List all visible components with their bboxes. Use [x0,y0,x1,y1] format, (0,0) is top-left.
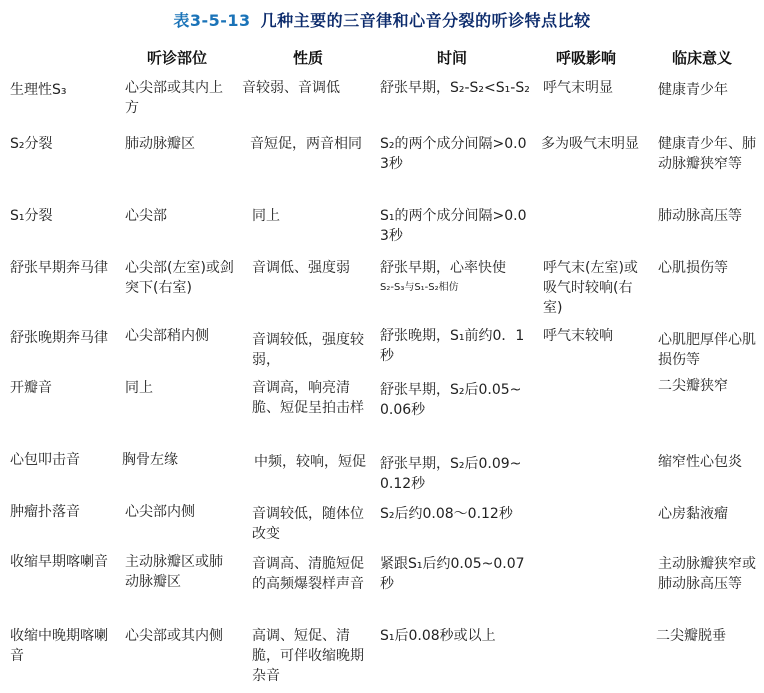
row-3-time: S₁的两个成分间隔>0.03秒 [380,208,527,244]
row-9-location: 主动脉瓣区或肺动脉瓣区 [125,554,223,590]
row-8-nature: 音调较低，随体位改变 [252,506,364,542]
row-7-location: 胸骨左缘 [122,452,178,468]
row-8-clinical: 心房黏液瘤 [658,506,728,522]
row-2-time: S₂的两个成分间隔>0.03秒 [380,136,527,172]
row-3-name: S₁分裂 [10,208,53,224]
row-1-clinical: 健康青少年 [658,82,728,98]
table-title [0,8,764,31]
row-4-breathing: 呼气末(左室)或吸气时较响(右室) [543,260,638,316]
row-9-nature: 音调高、清脆短促的高频爆裂样声音 [252,556,364,592]
row-4-nature: 音调低、强度弱 [252,260,350,276]
row-7-nature: 中频，较响，短促 [254,454,366,470]
row-9-name: 收缩早期喀喇音 [10,554,108,570]
table-number: 表3-5-13 [173,11,251,30]
row-4-time [380,258,530,298]
row-3-location: 心尖部 [125,208,167,224]
row-10-nature: 高调、短促、清脆，可伴收缩晚期杂音 [252,628,364,684]
row-5-name: 舒张晚期奔马律 [10,330,108,346]
row-10-clinical: 二尖瓣脱垂 [656,628,726,644]
row-7-name: 心包叩击音 [10,452,80,468]
row-6-name: 开瓣音 [10,380,52,396]
header-time: 时间 [437,49,468,67]
row-4-name: 舒张早期奔马律 [10,260,108,276]
row-10-time: S₁后0.08秒或以上 [380,628,496,644]
row-1-location: 心尖部或其内上方 [125,80,223,116]
header-breathing: 呼吸影响 [556,49,617,67]
row-2-location: 肺动脉瓣区 [125,136,195,152]
row-4-location: 心尖部(左室)或剑突下(右室) [125,260,234,296]
row-1-name: 生理性S₃ [10,82,67,98]
row-5-nature: 音调较低，强度较弱， [252,332,364,368]
row-5-time: 舒张晚期，S₁前约0．1秒 [380,328,525,364]
row-10-location: 心尖部或其内侧 [125,628,223,644]
header-nature: 性质 [293,49,324,67]
row-5-location: 心尖部稍内侧 [125,328,209,344]
row-2-name: S₂分裂 [10,136,53,152]
row-8-time: S₂后约0.08～0.12秒 [380,506,513,522]
row-1-nature: 音较弱、音调低 [242,80,340,96]
table-title-text: 几种主要的三音律和心音分裂的听诊特点比较 [260,11,591,30]
row-6-time: 舒张早期，S₂后0.05~0.06秒 [380,382,522,418]
row-5-breathing: 呼气末较响 [543,328,613,344]
row-9-clinical: 主动脉瓣狭窄或肺动脉高压等 [658,556,756,592]
row-2-clinical: 健康青少年、肺动脉瓣狭窄等 [658,136,756,172]
row-2-nature: 音短促，两音相同 [250,136,362,152]
header-clinical: 临床意义 [672,49,733,67]
row-3-clinical: 肺动脉高压等 [658,208,742,224]
row-4-time-main: 舒张早期，心率快使 [380,260,506,276]
row-8-location: 心尖部内侧 [125,504,195,520]
row-6-nature: 音调高，响亮清脆、短促呈拍击样 [252,380,364,416]
row-2-breathing: 多为吸气末明显 [541,136,639,152]
row-3-nature: 同上 [252,208,280,224]
row-1-breathing: 呼气末明显 [543,80,613,96]
row-5-clinical: 心肌肥厚伴心肌损伤等 [658,332,756,368]
header-location: 听诊部位 [147,49,208,67]
row-6-location: 同上 [125,380,153,396]
row-4-clinical: 心肌损伤等 [658,260,728,276]
row-8-name: 肿瘤扑落音 [10,504,80,520]
row-6-clinical: 二尖瓣狭窄 [658,378,728,394]
row-10-name: 收缩中晚期喀喇音 [10,628,108,664]
row-7-time: 舒张早期，S₂后0.09~0.12秒 [380,456,522,492]
row-7-clinical: 缩窄性心包炎 [658,454,742,470]
row-9-time: 紧跟S₁后约0.05~0.07秒 [380,556,525,592]
row-1-time: 舒张早期，S₂-S₂<S₁-S₂ [380,80,530,96]
row-4-time-note: S₂-S₃与S₁-S₂相仿 [380,282,459,293]
